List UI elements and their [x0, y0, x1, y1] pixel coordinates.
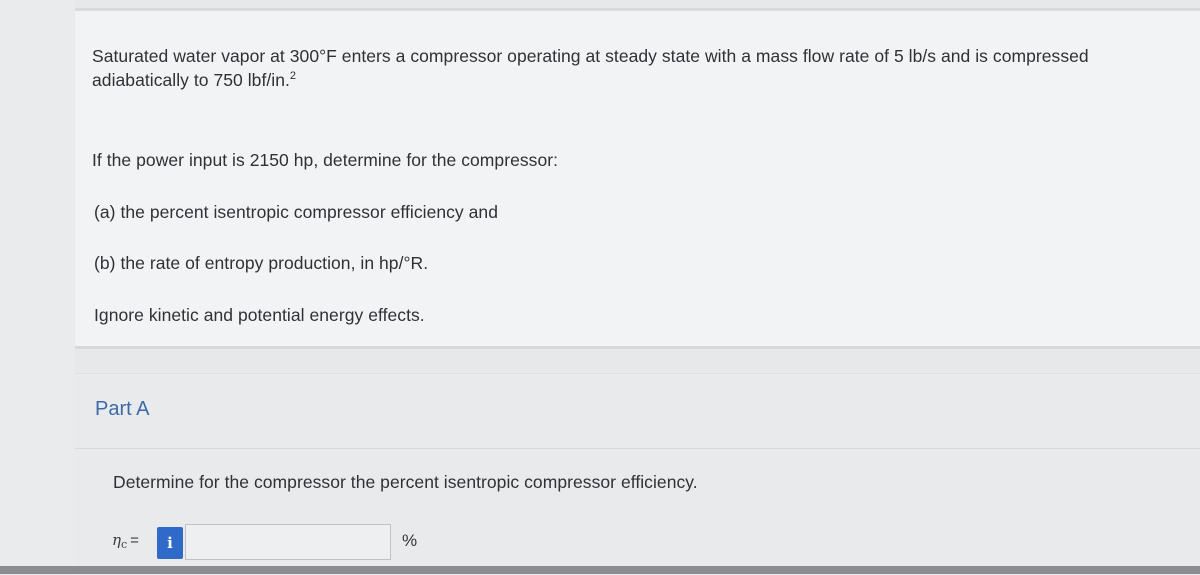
part-a-prompt: Determine for the compressor the percent isentropic compressor efficiency. — [113, 472, 698, 492]
ignore-note-text: Ignore kinetic and potential energy effects. — [94, 305, 425, 325]
section-divider — [75, 346, 1200, 349]
efficiency-answer-input[interactable] — [185, 524, 391, 560]
units-superscript: 2 — [289, 70, 297, 82]
left-gutter — [0, 0, 75, 574]
equals-sign: = — [130, 532, 139, 549]
problem-statement-line1: Saturated water vapor at 300°F enters a compressor operating at steady state with a mass flow rate of 5 lb/s and is compressed — [92, 46, 1089, 66]
problem-statement — [92, 44, 1172, 92]
power-input-text: If the power input is 2150 hp, determine for the compressor: — [92, 150, 559, 170]
eta-symbol: η — [112, 531, 121, 549]
problem-statement-line2: adiabatically to 750 lbf/in. — [92, 70, 290, 90]
eta-subscript: c — [121, 538, 128, 551]
part-b-item-text: (b) the rate of entropy production, in hp/°R. — [94, 253, 429, 273]
answer-unit: % — [402, 531, 418, 550]
efficiency-label — [112, 531, 139, 551]
part-a-header-divider — [75, 448, 1200, 449]
part-a-item-text: (a) the percent isentropic compressor efficiency and — [94, 202, 498, 222]
info-icon[interactable]: i — [157, 527, 183, 559]
part-a-title[interactable]: Part A — [95, 398, 150, 420]
bottom-strip — [0, 566, 1200, 574]
